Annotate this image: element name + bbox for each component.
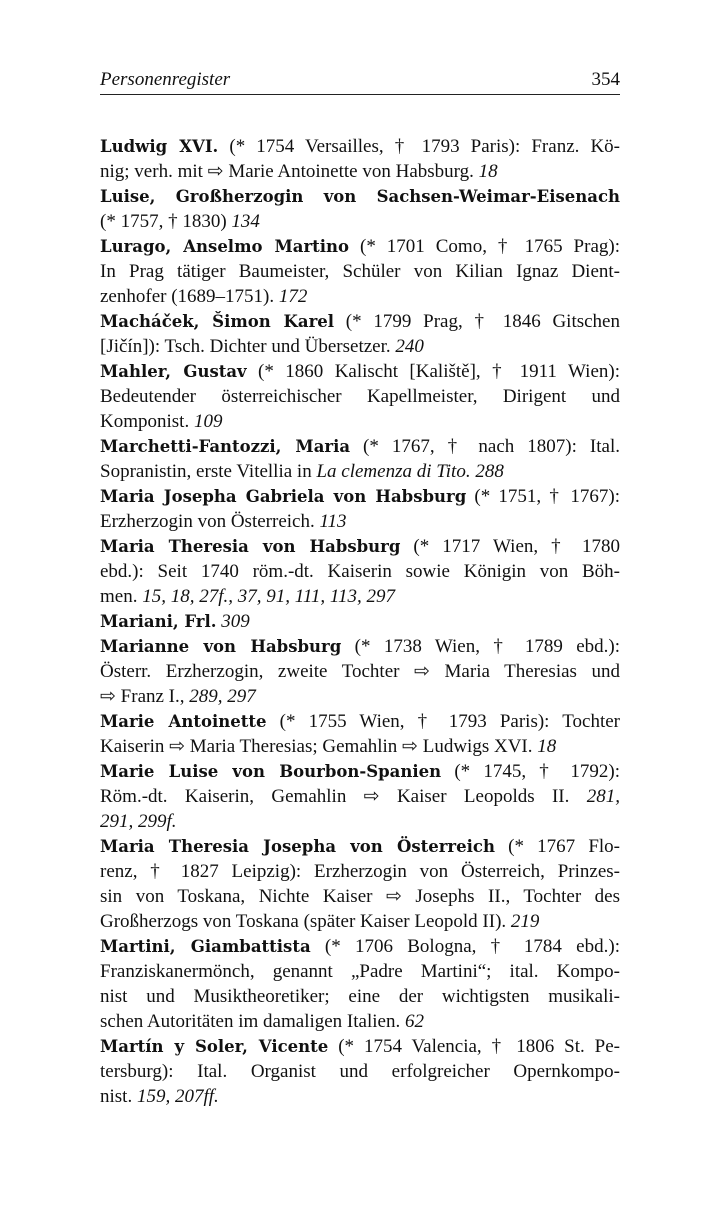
entry-line (100, 809, 620, 834)
entry-line (100, 384, 620, 409)
page-number: 354 (591, 69, 620, 90)
entry-line (100, 559, 620, 584)
page-reference: 109 (193, 411, 223, 432)
register-entry (100, 709, 620, 759)
register-entry (100, 934, 620, 1034)
person-name: Martini, Giambattista (100, 937, 311, 956)
entry-text: [Jičín]): Tsch. Dichter und Übersetzer. (100, 336, 396, 357)
entry-line (100, 859, 620, 884)
entry-text: (* 1706 Bologna, † 1784 ebd.): (310, 936, 620, 957)
entry-line (100, 259, 620, 284)
entry-text: (* 1754 Valencia, † 1806 St. Pe- (328, 1036, 620, 1057)
page-reference: 289, 297 (189, 686, 256, 707)
entry-text: zenhofer (1689–1751). (100, 286, 279, 307)
page-reference: 219 (510, 911, 540, 932)
entry-line (100, 159, 620, 184)
entry-line (100, 334, 620, 359)
person-name: Marie Antoinette (100, 712, 267, 731)
register-entry (100, 1034, 620, 1109)
entry-line (100, 509, 620, 534)
entry-text: (* 1745, † 1792): (441, 761, 620, 782)
entry-text: Erzherzogin von Österreich. (100, 511, 320, 532)
entry-text: (* 1757, † 1830) (100, 211, 232, 232)
page-reference: 159, 207ff. (136, 1086, 219, 1107)
register-entry (100, 234, 620, 309)
register-entry (100, 359, 620, 434)
register-entry (100, 309, 620, 359)
entry-line (100, 609, 620, 634)
entry-text: (* 1717 Wien, † 1780 (400, 536, 620, 557)
entry-line (100, 884, 620, 909)
entry-line (100, 684, 620, 709)
entry-text: (* 1767 Flo- (494, 836, 620, 857)
page-reference: 309 (221, 611, 250, 632)
person-name: Martín y Soler, Vicente (100, 1037, 329, 1056)
book-page (100, 0, 620, 1210)
entry-line (100, 759, 620, 784)
entry-line (100, 784, 620, 809)
entry-line (100, 659, 620, 684)
register-entry (100, 634, 620, 709)
entry-line (100, 134, 620, 159)
entry-text: (* 1738 Wien, † 1789 ebd.): (341, 636, 620, 657)
entry-line (100, 984, 620, 1009)
entry-text: nist und Musiktheoretiker; eine der wichtigsten musikali- (100, 986, 620, 1007)
entry-text: In Prag tätiger Baumeister, Schüler von Kilian Ignaz Dient- (100, 261, 620, 282)
entry-text: tersburg): Ital. Organist und erfolgreicher Opernkompo- (100, 1061, 620, 1082)
entry-text: (* 1755 Wien, † 1793 Paris): Tochter (266, 711, 620, 732)
entry-line (100, 234, 620, 259)
page-reference: 15, 18, 27f., 37, 91, 111, 113, 297 (142, 586, 396, 607)
entry-text: schen Autoritäten im damaligen Italien. (100, 1011, 405, 1032)
entry-line (100, 834, 620, 859)
entry-line (100, 909, 620, 934)
running-header (100, 68, 620, 95)
entry-text: (* 1701 Como, † 1765 Prag): (349, 236, 620, 257)
page-reference: 18 (478, 161, 498, 182)
entry-text: Kaiserin ⇨ Maria Theresias; Gemahlin ⇨ Ludwigs XVI. (100, 736, 538, 757)
entry-line (100, 459, 620, 484)
entry-text: nig; verh. mit ⇨ Marie Antoinette von Habsburg. (100, 161, 479, 182)
entry-text: ebd.): Seit 1740 röm.-dt. Kaiserin sowie Königin von Böh- (100, 561, 620, 582)
entry-line (100, 209, 620, 234)
entry-line (100, 534, 620, 559)
entry-line (100, 934, 620, 959)
register-entries (100, 134, 620, 1109)
entry-line (100, 484, 620, 509)
register-entry (100, 134, 620, 184)
entry-text: Sopranistin, erste Vitellia in (100, 461, 317, 482)
person-name: Luise, Großherzogin von Sachsen-Weimar-Eisenach (100, 187, 620, 206)
register-entry (100, 534, 620, 609)
running-title: Personenregister (100, 69, 231, 90)
entry-text: Großherzogs von Toskana (später Kaiser Leopold II). (100, 911, 511, 932)
page-reference: 134 (231, 211, 260, 232)
entry-text: (* 1799 Prag, † 1846 Gitschen (334, 311, 620, 332)
entry-line (100, 359, 620, 384)
person-name: Marchetti-Fantozzi, Maria (100, 437, 351, 456)
entry-text: Franziskanermönch, genannt „Padre Martini“; ital. Kompo- (100, 961, 620, 982)
person-name: Macháček, Šimon Karel (100, 312, 335, 331)
entry-text: Österr. Erzherzogin, zweite Tochter ⇨ Maria Theresias und (100, 661, 620, 682)
page-reference: 240 (395, 336, 424, 357)
person-name: Mahler, Gustav (100, 362, 247, 381)
entry-line (100, 309, 620, 334)
entry-line (100, 1009, 620, 1034)
entry-text: Komponist. (100, 411, 194, 432)
entry-text: renz, † 1827 Leipzig): Erzherzogin von Österreich, Prinzes- (100, 861, 620, 882)
page-reference: 291, 299f. (100, 811, 177, 832)
entry-line (100, 734, 620, 759)
entry-line (100, 959, 620, 984)
entry-text: (* 1860 Kalischt [Kaliště], † 1911 Wien): (246, 361, 620, 382)
register-entry (100, 484, 620, 534)
entry-text: men. (100, 586, 143, 607)
entry-text: ⇨ Franz I., (100, 686, 190, 707)
entry-text: Röm.-dt. Kaiserin, Gemahlin ⇨ Kaiser Leopolds II. (100, 786, 587, 807)
person-name: Ludwig XVI. (100, 137, 219, 156)
entry-text: (* 1767, † nach 1807): Ital. (350, 436, 620, 457)
register-entry (100, 184, 620, 234)
entry-line (100, 184, 620, 209)
page-reference: 113 (319, 511, 347, 532)
register-entry (100, 434, 620, 484)
entry-line (100, 409, 620, 434)
page-reference: 172 (278, 286, 308, 307)
register-entry (100, 759, 620, 834)
page-reference: 62 (404, 1011, 424, 1032)
person-name: Maria Josepha Gabriela von Habsburg (100, 487, 467, 506)
entry-line (100, 709, 620, 734)
register-entry (100, 609, 620, 634)
entry-line (100, 434, 620, 459)
entry-text: Bedeutender österreichischer Kapellmeister, Dirigent und (100, 386, 620, 407)
entry-line (100, 1034, 620, 1059)
entry-line (100, 1059, 620, 1084)
person-name: Marie Luise von Bourbon-Spanien (100, 762, 442, 781)
person-name: Marianne von Habsburg (100, 637, 342, 656)
entry-text: (* 1751, † 1767): (466, 486, 620, 507)
page-reference: La clemenza di Tito. 288 (316, 461, 504, 482)
register-entry (100, 834, 620, 934)
entry-line (100, 634, 620, 659)
entry-text: (* 1754 Versailles, † 1793 Paris): Franz. Kö- (218, 136, 620, 157)
entry-line (100, 284, 620, 309)
entry-line (100, 1084, 620, 1109)
person-name: Mariani, Frl. (100, 612, 217, 631)
person-name: Maria Theresia Josepha von Österreich (100, 837, 495, 856)
page-reference: 281, (586, 786, 620, 807)
entry-text: nist. (100, 1086, 137, 1107)
person-name: Lurago, Anselmo Martino (100, 237, 350, 256)
person-name: Maria Theresia von Habsburg (100, 537, 401, 556)
entry-line (100, 584, 620, 609)
entry-text: sin von Toskana, Nichte Kaiser ⇨ Josephs II., Tochter des (100, 886, 620, 907)
page-reference: 18 (537, 736, 557, 757)
